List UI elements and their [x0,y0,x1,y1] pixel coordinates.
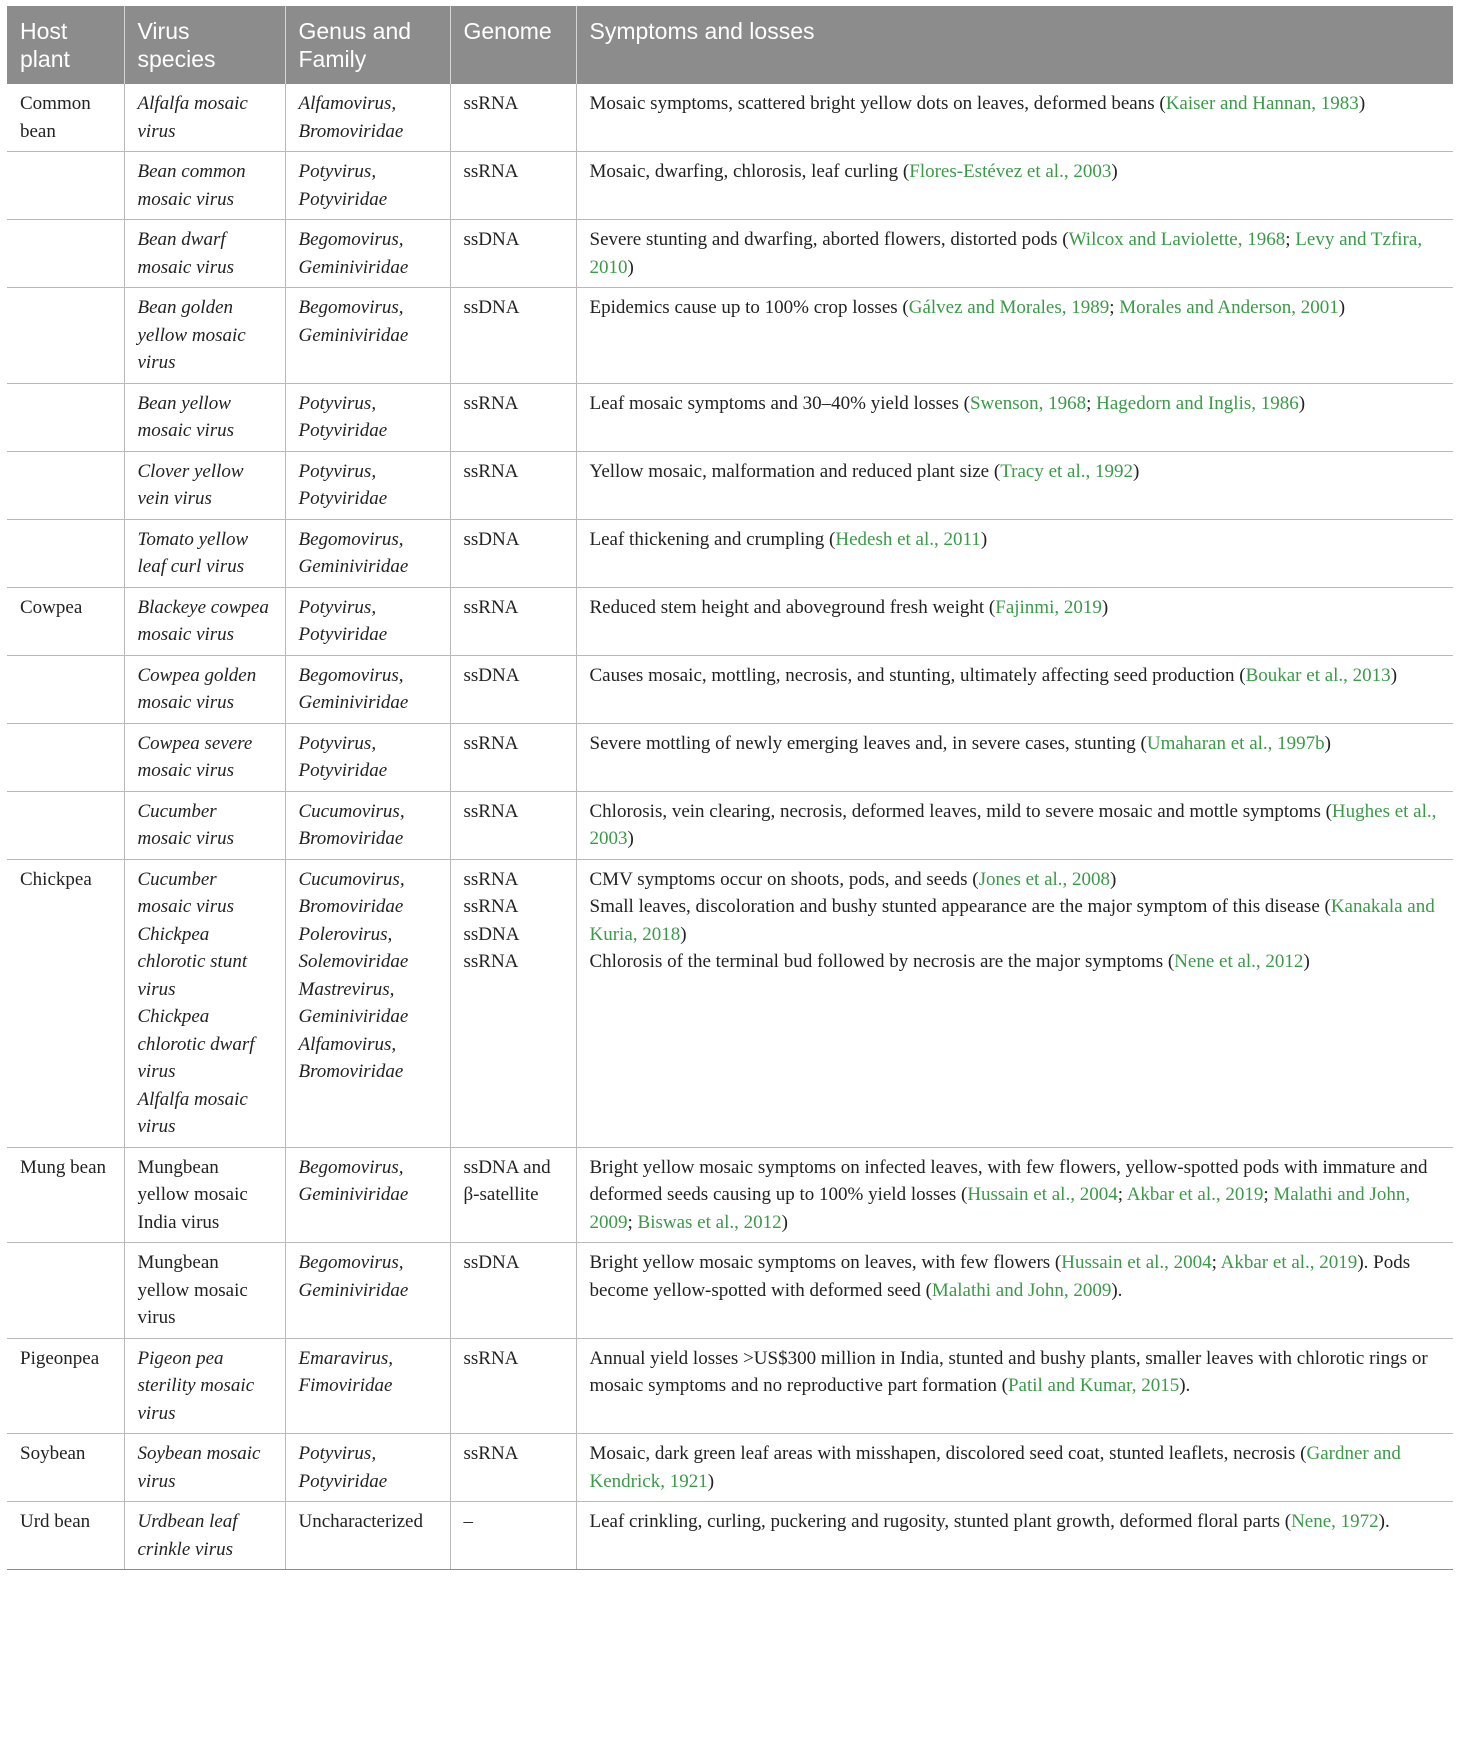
citation-link[interactable]: Umaharan et al., 1997b [1146,732,1325,754]
citation-link[interactable]: Fajinmi, 2019 [995,596,1102,618]
virus-table [7,6,1453,1570]
symptom-paragraph [590,948,1441,976]
symptom-end: ) [1101,596,1109,618]
genome-cell: ssRNA [450,383,576,451]
symptoms-cell [576,723,1453,791]
genome-cell: ssRNA [450,1338,576,1434]
table-row [7,723,1453,791]
symptoms-cell [576,1243,1453,1339]
genus-name: Polerovirus, [298,923,393,945]
genus-cell: Alfamovirus, Bromoviridae [285,84,450,152]
citation-separator: ; [1086,392,1097,414]
genus-cell: Emaravirus, Fimoviridae [285,1338,450,1434]
genome-cell: ssDNA and β-satellite [450,1147,576,1243]
symptoms-cell [576,1502,1453,1570]
table-row [7,383,1453,451]
symptom-end: ) [1358,93,1366,114]
symptom-text: Chlorosis, vein clearing, necrosis, deformed leaves, mild to severe mosaic and mottle symptoms ( [589,800,1332,822]
host-cell [7,383,124,451]
citation-separator: ; [1285,229,1296,250]
symptom-end: ) [680,923,687,945]
virus-cell: Bean common mosaic virus [124,152,285,220]
host-cell [7,288,124,384]
citation-separator: ; [1263,1184,1274,1205]
genome-cell: ssDNA [450,519,576,587]
host-cell [7,519,124,587]
citation-link[interactable]: Wilcox and Laviolette, 1968 [1068,229,1286,250]
family-name: Bromoviridae [298,896,404,917]
symptoms-cell [576,655,1453,723]
symptoms-cell [576,451,1453,519]
citation-separator: ; [1109,297,1120,318]
symptom-text: CMV symptoms occur on shoots, pods, and seeds ( [589,868,979,890]
genus-cell: Uncharacterized [285,1502,450,1570]
table-row [7,1243,1453,1339]
symptom-text: Chlorosis of the terminal bud followed by necrosis are the major symptoms ( [589,951,1175,972]
symptoms-cell [576,84,1453,152]
symptom-text: Yellow mosaic, malformation and reduced plant size ( [589,460,1001,482]
symptom-end: ) [1303,951,1310,972]
table-row [7,451,1453,519]
host-cell: Chickpea [7,859,124,1147]
symptom-end: ) [627,828,634,849]
virus-cell: Mungbean yellow mosaic India virus [124,1147,285,1243]
genome-cell: ssRNA [450,1434,576,1502]
symptom-end: ) [1110,868,1117,890]
genus-cell: Begomovirus, Geminiviridae [285,519,450,587]
genome-value: ssRNA [463,896,519,917]
citation-link[interactable]: Jones et al., 2008 [978,868,1111,890]
genus-cell: Potyvirus, Potyviridae [285,451,450,519]
host-cell: Pigeonpea [7,1338,124,1434]
virus-cell: Soybean mosaic virus [124,1434,285,1502]
citation-link[interactable]: Patil and Kumar, 2015 [1007,1375,1180,1396]
citation-link[interactable]: Malathi and John, 2009 [931,1279,1112,1301]
table-row [7,152,1453,220]
table-row [7,655,1453,723]
citation-separator: ; [627,1211,638,1233]
symptoms-cell [576,519,1453,587]
header-genus: Genus and Family [285,6,450,84]
genus-name: Alfamovirus, [298,1033,397,1055]
virus-cell: Bean yellow mosaic virus [124,383,285,451]
virus-cell: Bean golden yellow mosaic virus [124,288,285,384]
symptom-end: ) [1338,297,1346,318]
table-row [7,1147,1453,1243]
symptom-end: ) [1298,392,1306,414]
citation-link[interactable]: Hagedorn and Inglis, 1986 [1096,392,1299,414]
genome-cell: – [450,1502,576,1570]
symptom-paragraph [590,866,1441,894]
family-name: Solemoviridae [298,951,409,972]
genus-cell: Potyvirus, Potyviridae [285,1434,450,1502]
citation-link[interactable]: Hughes et al., 2003 [589,800,1437,849]
virus-cell: Cucumber mosaic virus [124,791,285,859]
family-name: Bromoviridae [298,1061,404,1082]
symptoms-cell [576,1434,1453,1502]
table-row [7,288,1453,384]
genus-cell: Potyvirus, Potyviridae [285,383,450,451]
virus-cell: Cowpea severe mosaic virus [124,723,285,791]
symptom-text: Mosaic symptoms, scattered bright yellow dots on leaves, deformed beans ( [589,93,1166,114]
symptom-text: Causes mosaic, mottling, necrosis, and stunting, ultimately affecting seed production ( [589,664,1246,686]
symptoms-cell [576,1338,1453,1434]
table-row [7,220,1453,288]
host-cell [7,1243,124,1339]
genome-cell: ssDNA [450,655,576,723]
genome-cell: ssRNA [450,587,576,655]
virus-cell [124,859,285,1147]
symptom-text: ). Pods become yellow-spotted with deformed seed ( [589,1252,1411,1301]
host-cell: Mung bean [7,1147,124,1243]
symptom-end: ) [781,1211,788,1233]
genus-cell: Begomovirus, Geminiviridae [285,288,450,384]
citation-link[interactable]: Gálvez and Morales, 1989 [908,297,1110,318]
host-cell: Soybean [7,1434,124,1502]
virus-cell: Pigeon pea sterility mosaic virus [124,1338,285,1434]
virus-cell: Bean dwarf mosaic virus [124,220,285,288]
table-row [7,84,1453,152]
citation-link[interactable]: Swenson, 1968 [969,392,1087,414]
symptom-text: Severe stunting and dwarfing, aborted flowers, distorted pods ( [589,229,1069,250]
genome-cell: ssRNA [450,152,576,220]
host-cell [7,655,124,723]
virus-cell: Blackeye cowpea mosaic virus [124,587,285,655]
genus-cell: Begomovirus, Geminiviridae [285,655,450,723]
symptom-end: ) [627,256,634,278]
symptoms-cell [576,1147,1453,1243]
symptom-paragraph [590,893,1441,948]
symptom-end: ) [1324,732,1331,754]
symptoms-cell [576,791,1453,859]
genome-value: ssDNA [463,923,520,945]
genome-cell: ssDNA [450,288,576,384]
citation-link[interactable]: Kanakala and Kuria, 2018 [589,896,1435,945]
table-row [7,587,1453,655]
genus-name: Mastrevirus, [298,978,395,1000]
table-row [7,519,1453,587]
virus-cell: Alfalfa mosaic virus [124,84,285,152]
host-cell [7,723,124,791]
genome-cell: ssRNA [450,451,576,519]
genus-cell: Potyvirus, Potyviridae [285,587,450,655]
citation-link[interactable]: Kaiser and Hannan, 1983 [1165,93,1359,114]
symptom-text: Annual yield losses >US$300 million in India, stunted and bushy plants, smaller leaves with chlorotic rings or mosaic symptoms and no reproductive part formation ( [589,1347,1428,1396]
genome-cell: ssDNA [450,1243,576,1339]
virus-cell: Cowpea golden mosaic virus [124,655,285,723]
symptom-text: Mosaic, dwarfing, chlorosis, leaf curling ( [589,161,910,182]
citation-link[interactable]: Tracy et al., 1992 [1000,460,1133,482]
table-body [7,84,1453,1570]
citation-link[interactable]: Akbar et al., 2019 [1220,1252,1358,1273]
symptoms-cell [576,288,1453,384]
header-host: Host plant [7,6,124,84]
symptom-text: Reduced stem height and aboveground fresh weight ( [589,596,996,618]
citation-separator: ; [1211,1252,1221,1273]
virus-name: Cucumber mosaic virus [137,868,235,917]
table-row-chickpea [7,859,1453,1147]
citation-link[interactable]: Biswas et al., 2012 [637,1211,782,1233]
symptom-text: Epidemics cause up to 100% crop losses ( [589,297,909,318]
symptoms-cell [576,587,1453,655]
citation-link[interactable]: Malathi and John, 2009 [589,1184,1411,1233]
genus-cell: Potyvirus, Potyviridae [285,723,450,791]
symptom-end: ). [1179,1375,1191,1396]
host-cell [7,220,124,288]
table-row [7,1434,1453,1502]
symptom-end: ) [1133,460,1140,482]
symptom-text: Bright yellow mosaic symptoms on infected leaves, with few flowers, yellow-spotted pods with immature and deformed seeds causing up to 100% yield losses ( [589,1156,1428,1205]
citation-link[interactable]: Hedesh et al., 2011 [835,528,981,550]
genus-cell: Begomovirus, Geminiviridae [285,1147,450,1243]
symptom-end: ). [1111,1279,1123,1301]
citation-link[interactable]: Morales and Anderson, 2001 [1119,297,1339,318]
table-row [7,1502,1453,1570]
table-row [7,1338,1453,1434]
virus-cell: Clover yellow vein virus [124,451,285,519]
symptoms-cell [576,152,1453,220]
symptom-end: ) [1111,161,1118,182]
virus-name: Alfalfa mosaic virus [137,1088,248,1137]
citation-link[interactable]: Nene, 1972 [1291,1511,1379,1532]
virus-cell: Urdbean leaf crinkle virus [124,1502,285,1570]
symptom-end: ) [707,1470,715,1492]
symptom-end: ) [1390,664,1398,686]
genome-cell: ssRNA [450,84,576,152]
symptoms-cell [576,383,1453,451]
citation-link[interactable]: Hussain et al., 2004 [967,1184,1118,1205]
symptom-end: ). [1378,1511,1390,1532]
genus-cell [285,859,450,1147]
symptoms-cell [576,859,1453,1147]
genus-cell: Begomovirus, Geminiviridae [285,220,450,288]
citation-link[interactable]: Levy and Tzfira, 2010 [589,229,1423,278]
virus-cell: Tomato yellow leaf curl virus [124,519,285,587]
symptom-text: Severe mottling of newly emerging leaves and, in severe cases, stunting ( [589,732,1147,754]
symptom-text: Small leaves, discoloration and bushy stunted appearance are the major symptom of this disease ( [589,896,1331,917]
citation-separator: ; [1117,1184,1127,1205]
genus-name: Cucumovirus, [298,868,405,890]
genome-value: ssRNA [463,868,519,890]
header-virus: Virus species [124,6,285,84]
symptom-text: Mosaic, dark green leaf areas with misshapen, discolored seed coat, stunted leaflets, necrosis ( [589,1443,1307,1464]
symptom-text: Leaf mosaic symptoms and 30–40% yield losses ( [589,392,970,414]
host-cell [7,152,124,220]
header-symptoms: Symptoms and losses [576,6,1453,84]
genus-cell: Begomovirus, Geminiviridae [285,1243,450,1339]
header-genome: Genome [450,6,576,84]
virus-name: Chickpea chlorotic stunt virus [137,923,248,1000]
host-cell: Urd bean [7,1502,124,1570]
host-cell: Common bean [7,84,124,152]
symptom-text: Leaf crinkling, curling, puckering and rugosity, stunted plant growth, deformed floral parts ( [589,1511,1292,1532]
citation-link[interactable]: Nene et al., 2012 [1174,951,1304,972]
genome-cell: ssDNA [450,220,576,288]
symptoms-cell [576,220,1453,288]
symptom-text: Bright yellow mosaic symptoms on leaves, with few flowers ( [589,1252,1062,1273]
genome-value: ssRNA [463,951,519,972]
citation-link[interactable]: Flores-Estévez et al., 2003 [909,161,1112,182]
family-name: Geminiviridae [298,1006,409,1027]
symptom-text: Leaf thickening and crumpling ( [589,528,836,550]
genome-cell: ssRNA [450,791,576,859]
host-cell: Cowpea [7,587,124,655]
host-cell [7,791,124,859]
virus-cell: Mungbean yellow mosaic virus [124,1243,285,1339]
genome-cell: ssRNA [450,723,576,791]
citation-link[interactable]: Hussain et al., 2004 [1061,1252,1212,1273]
citation-link[interactable]: Akbar et al., 2019 [1126,1184,1264,1205]
genus-cell: Cucumovirus, Bromoviridae [285,791,450,859]
genus-cell: Potyvirus, Potyviridae [285,152,450,220]
table-row [7,791,1453,859]
virus-name: Chickpea chlorotic dwarf virus [137,1006,255,1082]
header-row [7,6,1453,84]
host-cell [7,451,124,519]
genome-cell [450,859,576,1147]
symptom-end: ) [980,528,988,550]
citation-link[interactable]: Boukar et al., 2013 [1245,664,1391,686]
citation-link[interactable]: Gardner and Kendrick, 1921 [589,1443,1401,1492]
